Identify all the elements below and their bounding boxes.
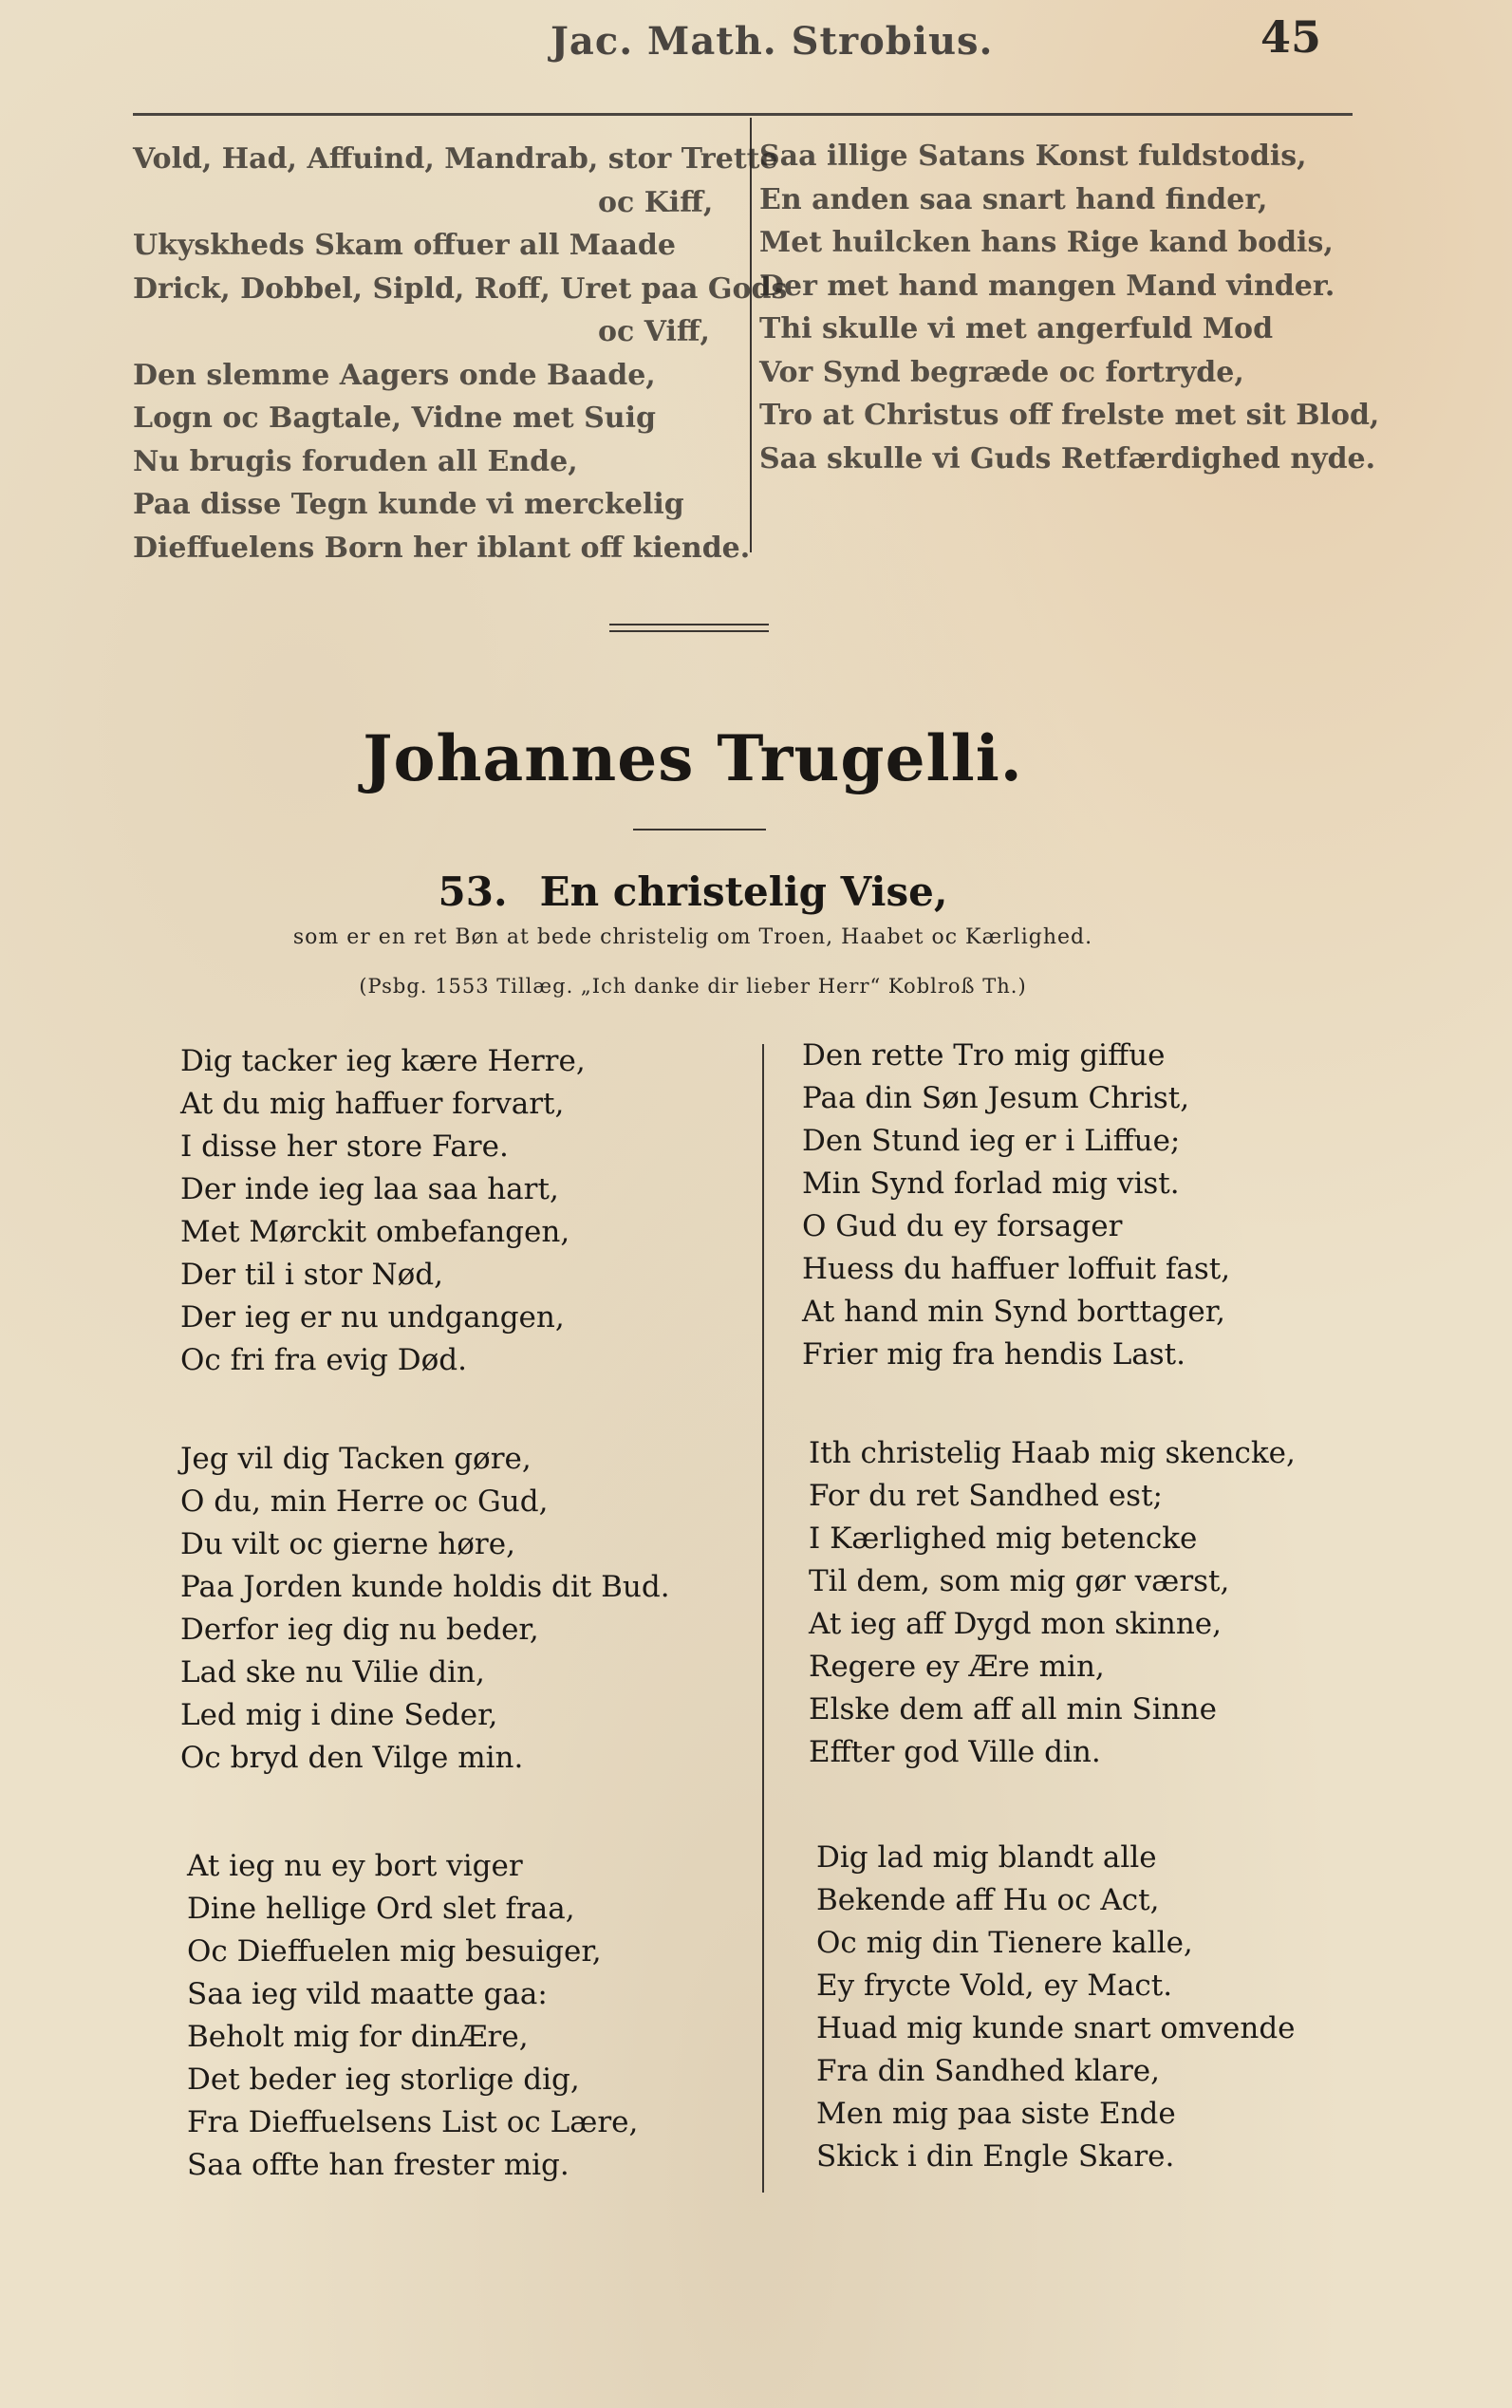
verse-line: Dig tacker ieg kære Herre, bbox=[180, 1044, 586, 1078]
header-rule bbox=[133, 113, 1353, 116]
verse-line: For du ret Sandhed est; bbox=[809, 1479, 1163, 1513]
verse-line: Paa Jorden kunde holdis dit Bud. bbox=[180, 1570, 670, 1604]
verse-line: Huess du haffuer loffuit fast, bbox=[802, 1252, 1231, 1286]
verse-line: Met huilcken hans Rige kand bodis, bbox=[759, 226, 1334, 259]
verse-line: Derfor ieg dig nu beder, bbox=[180, 1613, 539, 1647]
verse-line: Nu brugis foruden all Ende, bbox=[133, 444, 578, 478]
verse-line: Dine hellige Ord slet fraa, bbox=[187, 1892, 575, 1926]
verse-line: Fra din Sandhed klare, bbox=[816, 2054, 1160, 2088]
stanza-4 bbox=[802, 1035, 1230, 1376]
stanza-5 bbox=[809, 1432, 1296, 1774]
verse-line: Ith christelig Haab mig skencke, bbox=[809, 1436, 1296, 1470]
verse-line: Paa din Søn Jesum Christ, bbox=[802, 1081, 1190, 1115]
verse-line: Lad ske nu Vilie din, bbox=[180, 1655, 485, 1689]
verse-line: Men mig paa siste Ende bbox=[816, 2097, 1176, 2131]
verse-line: Elske dem aff all min Sinne bbox=[809, 1692, 1217, 1727]
verse-line: Frier mig fra hendis Last. bbox=[802, 1337, 1185, 1372]
verse-line-continuation: oc Viff, bbox=[598, 315, 710, 348]
verse-line: Saa illige Satans Konst fuldstodis, bbox=[759, 140, 1307, 173]
verse-line: Paa disse Tegn kunde vi merckelig bbox=[133, 488, 684, 521]
verse-line: En anden saa snart hand finder, bbox=[759, 182, 1268, 216]
verse-line: Vold, Had, Affuind, Mandrab, stor Trette bbox=[133, 142, 778, 176]
verse-line: At ieg aff Dygd mon skinne, bbox=[809, 1607, 1222, 1641]
verse-line: Oc fri fra evig Død. bbox=[180, 1343, 468, 1377]
verse-line: Skick i din Engle Skare. bbox=[816, 2139, 1175, 2174]
verse-line: Bekende aff Hu oc Act, bbox=[816, 1883, 1160, 1917]
page-number: 45 bbox=[1260, 11, 1322, 63]
hymn-number: 53. bbox=[438, 868, 508, 915]
stanza-6 bbox=[816, 1837, 1296, 2178]
verse-line: Dieffuelens Born her iblant off kiende. bbox=[133, 531, 751, 565]
previous-hymn-left-column bbox=[133, 138, 787, 569]
stanza-1 bbox=[180, 1040, 586, 1382]
verse-line: Drick, Dobbel, Sipld, Roff, Uret paa Gods bbox=[133, 271, 788, 306]
verse-line: Saa offte han frester mig. bbox=[187, 2148, 569, 2182]
verse-line: Ey frycte Vold, ey Mact. bbox=[816, 1969, 1173, 2003]
running-head: Jac. Math. Strobius. bbox=[551, 19, 994, 64]
verse-line: O Gud du ey forsager bbox=[802, 1209, 1123, 1243]
verse-line: I disse her store Fare. bbox=[180, 1129, 509, 1164]
verse-line: I Kærlighed mig betencke bbox=[809, 1521, 1198, 1556]
verse-line: Fra Dieffuelsens List oc Lære, bbox=[187, 2105, 639, 2139]
verse-line: Led mig i dine Seder, bbox=[180, 1698, 498, 1732]
stanza-3 bbox=[187, 1845, 638, 2187]
verse-line: Min Synd forlad mig vist. bbox=[802, 1167, 1180, 1201]
verse-line: Saa ieg vild maatte gaa: bbox=[187, 1977, 548, 2011]
hymn-title bbox=[0, 868, 1386, 915]
verse-line: Saa skulle vi Guds Retfærdighed nyde. bbox=[759, 441, 1376, 476]
verse-line: At ieg nu ey bort viger bbox=[187, 1849, 523, 1883]
verse-line: At hand min Synd borttager, bbox=[802, 1295, 1225, 1329]
stanza-2 bbox=[180, 1438, 670, 1780]
verse-line: Den rette Tro mig giffue bbox=[802, 1038, 1166, 1073]
verse-line: Der ieg er nu undgangen, bbox=[180, 1300, 565, 1335]
verse-line: Det beder ieg storlige dig, bbox=[187, 2063, 580, 2097]
verse-line: Oc bryd den Vilge min. bbox=[180, 1741, 524, 1775]
verse-line: Dig lad mig blandt alle bbox=[816, 1840, 1157, 1875]
previous-hymn-right-column bbox=[759, 135, 1379, 480]
verse-line: Huad mig kunde snart omvende bbox=[816, 2011, 1296, 2045]
author-rule bbox=[633, 829, 766, 831]
author-heading: Johannes Trugelli. bbox=[363, 721, 1023, 795]
verse-line: Effter god Ville din. bbox=[809, 1735, 1101, 1769]
verse-line-continuation: oc Kiff, bbox=[598, 185, 714, 219]
verse-line: Beholt mig for dinÆre, bbox=[187, 2020, 529, 2054]
hymn-source-note: (Psbg. 1553 Tillæg. „Ich danke dir lieber Herr“ Koblroß Th.) bbox=[359, 975, 1027, 998]
verse-line: Thi skulle vi met angerfuld Mod bbox=[759, 312, 1274, 345]
hymn-subtitle: som er en ret Bøn at bede christelig om Troen, Haabet oc Kærlighed. bbox=[292, 925, 1093, 949]
verse-line: Tro at Christus off frelste met sit Blod, bbox=[759, 399, 1380, 432]
column-divider-bottom bbox=[762, 1044, 764, 2193]
verse-line: Oc Dieffuelen mig besuiger, bbox=[187, 1934, 602, 1969]
verse-line: Oc mig din Tienere kalle, bbox=[816, 1926, 1193, 1960]
verse-line: At du mig haffuer forvart, bbox=[180, 1087, 565, 1121]
verse-line: Ukyskheds Skam offuer all Maade bbox=[133, 229, 676, 262]
verse-line: Den Stund ieg er i Liffue; bbox=[802, 1124, 1181, 1158]
verse-line: O du, min Herre oc Gud, bbox=[180, 1484, 549, 1519]
hymn-title-text: En christelig Vise, bbox=[539, 868, 948, 915]
verse-line: Den slemme Aagers onde Baade, bbox=[133, 358, 656, 392]
verse-line: Der inde ieg laa saa hart, bbox=[180, 1172, 559, 1206]
verse-line: Regere ey Ære min, bbox=[809, 1650, 1105, 1684]
verse-line: Logn oc Bagtale, Vidne met Suig bbox=[133, 401, 656, 435]
verse-line: Til dem, som mig gør værst, bbox=[809, 1564, 1230, 1598]
verse-line: Jeg vil dig Tacken gøre, bbox=[180, 1442, 532, 1476]
verse-line: Der met hand mangen Mand vinder. bbox=[759, 269, 1335, 303]
verse-line: Vor Synd begræde oc fortryde, bbox=[759, 355, 1244, 389]
verse-line: Met Mørckit ombefangen, bbox=[180, 1215, 570, 1249]
verse-line: Der til i stor Nød, bbox=[180, 1258, 443, 1292]
section-separator bbox=[609, 624, 769, 632]
verse-line: Du vilt oc gierne høre, bbox=[180, 1527, 515, 1561]
